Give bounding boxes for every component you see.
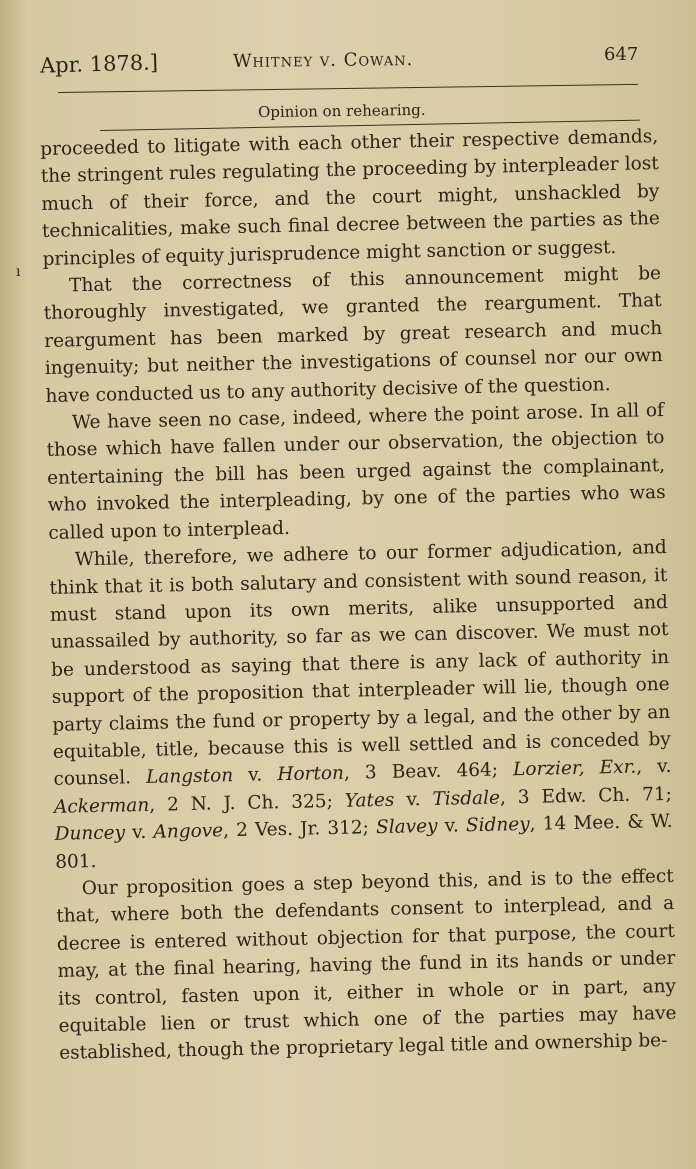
citation-1-sep: v.: [232, 764, 278, 787]
citation-4-reporter: , 2 Ves. Jr. 312;: [222, 817, 377, 842]
citation-5-party-1: Slavey: [375, 815, 438, 839]
citation-4-party-1: Duncey: [54, 822, 126, 846]
citation-4: [54, 817, 376, 845]
citation-3-sep: v.: [394, 788, 433, 811]
paragraph-2: That the correctness of this announcement might be thoroughly investigated, we granted the reargument. That reargument has been marked by great research and much ingenuity; but neither the investigations of counsel nor our own have conducted us to any authority decisive of the question.: [43, 263, 663, 407]
running-header: [0, 0, 696, 130]
header-date: Apr. 1878.]: [39, 50, 159, 78]
header-rule-top: [58, 84, 638, 93]
citation-1-reporter: , 3 Beav. 464;: [343, 759, 514, 785]
citation-1: [146, 760, 513, 789]
citation-3-party-1: Yates: [344, 789, 395, 812]
header-subtitle: Opinion on rehearing.: [257, 100, 426, 122]
page-number: 647: [604, 44, 639, 65]
citation-3: [345, 784, 673, 812]
citation-5-party-2: Sidney: [465, 814, 530, 837]
citation-4-sep: v.: [124, 821, 154, 844]
citation-2-party-2: Ackerman: [53, 794, 150, 818]
paragraph-4: [49, 534, 674, 876]
margin-mark: ı: [16, 264, 21, 280]
citation-2-reporter: , 2 N. J. Ch. 325;: [149, 790, 345, 816]
citation-3-reporter: , 3 Edw. Ch. 71;: [499, 783, 673, 809]
citation-5-sep: v.: [437, 815, 467, 837]
paragraph-3: We have seen no case, indeed, where the point arose. In all of those which have fallen under our observation, the objection to entertaining the bill has been urged against the complainant, who invoked the interpleading, by one of the parties who was called upon to interplead.: [46, 400, 666, 544]
citation-5-reporter: , 14 Mee. & W. 801.: [54, 811, 673, 873]
opinion-body: [40, 123, 677, 1068]
citation-2-party-1: Lorzier, Exr.: [512, 756, 637, 781]
paragraph-5: Our proposition goes a step beyond this, and is to the effect that, where both the defendants consent to interplead, and a decree is entered without objection for that purpose, the court may, at the final hearing, having the fund in its hands or under its control, fasten upon it, either in whole or in part, any equitable lien or trust which one of the parties may have established, though the proprietary legal title and ownership be-: [56, 865, 677, 1065]
citation-2-sep: , v.: [636, 756, 672, 778]
citation-1-party-1: Langston: [145, 765, 234, 789]
citation-3-party-2: Tisdale: [432, 787, 501, 810]
paragraph-1: proceeded to litigate with each other their respective demands, the stringent rules regulating the proceeding by interpleader lost much of their force, and the court might, unshackled by technicalities, make such final decree between the parties as the principles of equity jurisprudence might sanction or suggest.: [40, 126, 661, 270]
header-case-title: Whitney v. Cowan.: [232, 49, 414, 72]
citation-4-party-2: Angove: [153, 820, 224, 843]
paragraph-4-text: While, therefore, we adhere to our former adjudication, and think that it is both salutary and consistent with sound reason, it must stand upon its own merits, alike unsupported and unassailed by authority, so far as we can discover. We must not be understood as saying that there is any lack of authority in support of the proposition that interpleader will lie, though one party claims the fund or property by a legal, and the other by an equitable, title, because this is well settled and is conceded by counsel.: [49, 537, 671, 791]
citation-1-party-2: Horton: [277, 763, 345, 786]
